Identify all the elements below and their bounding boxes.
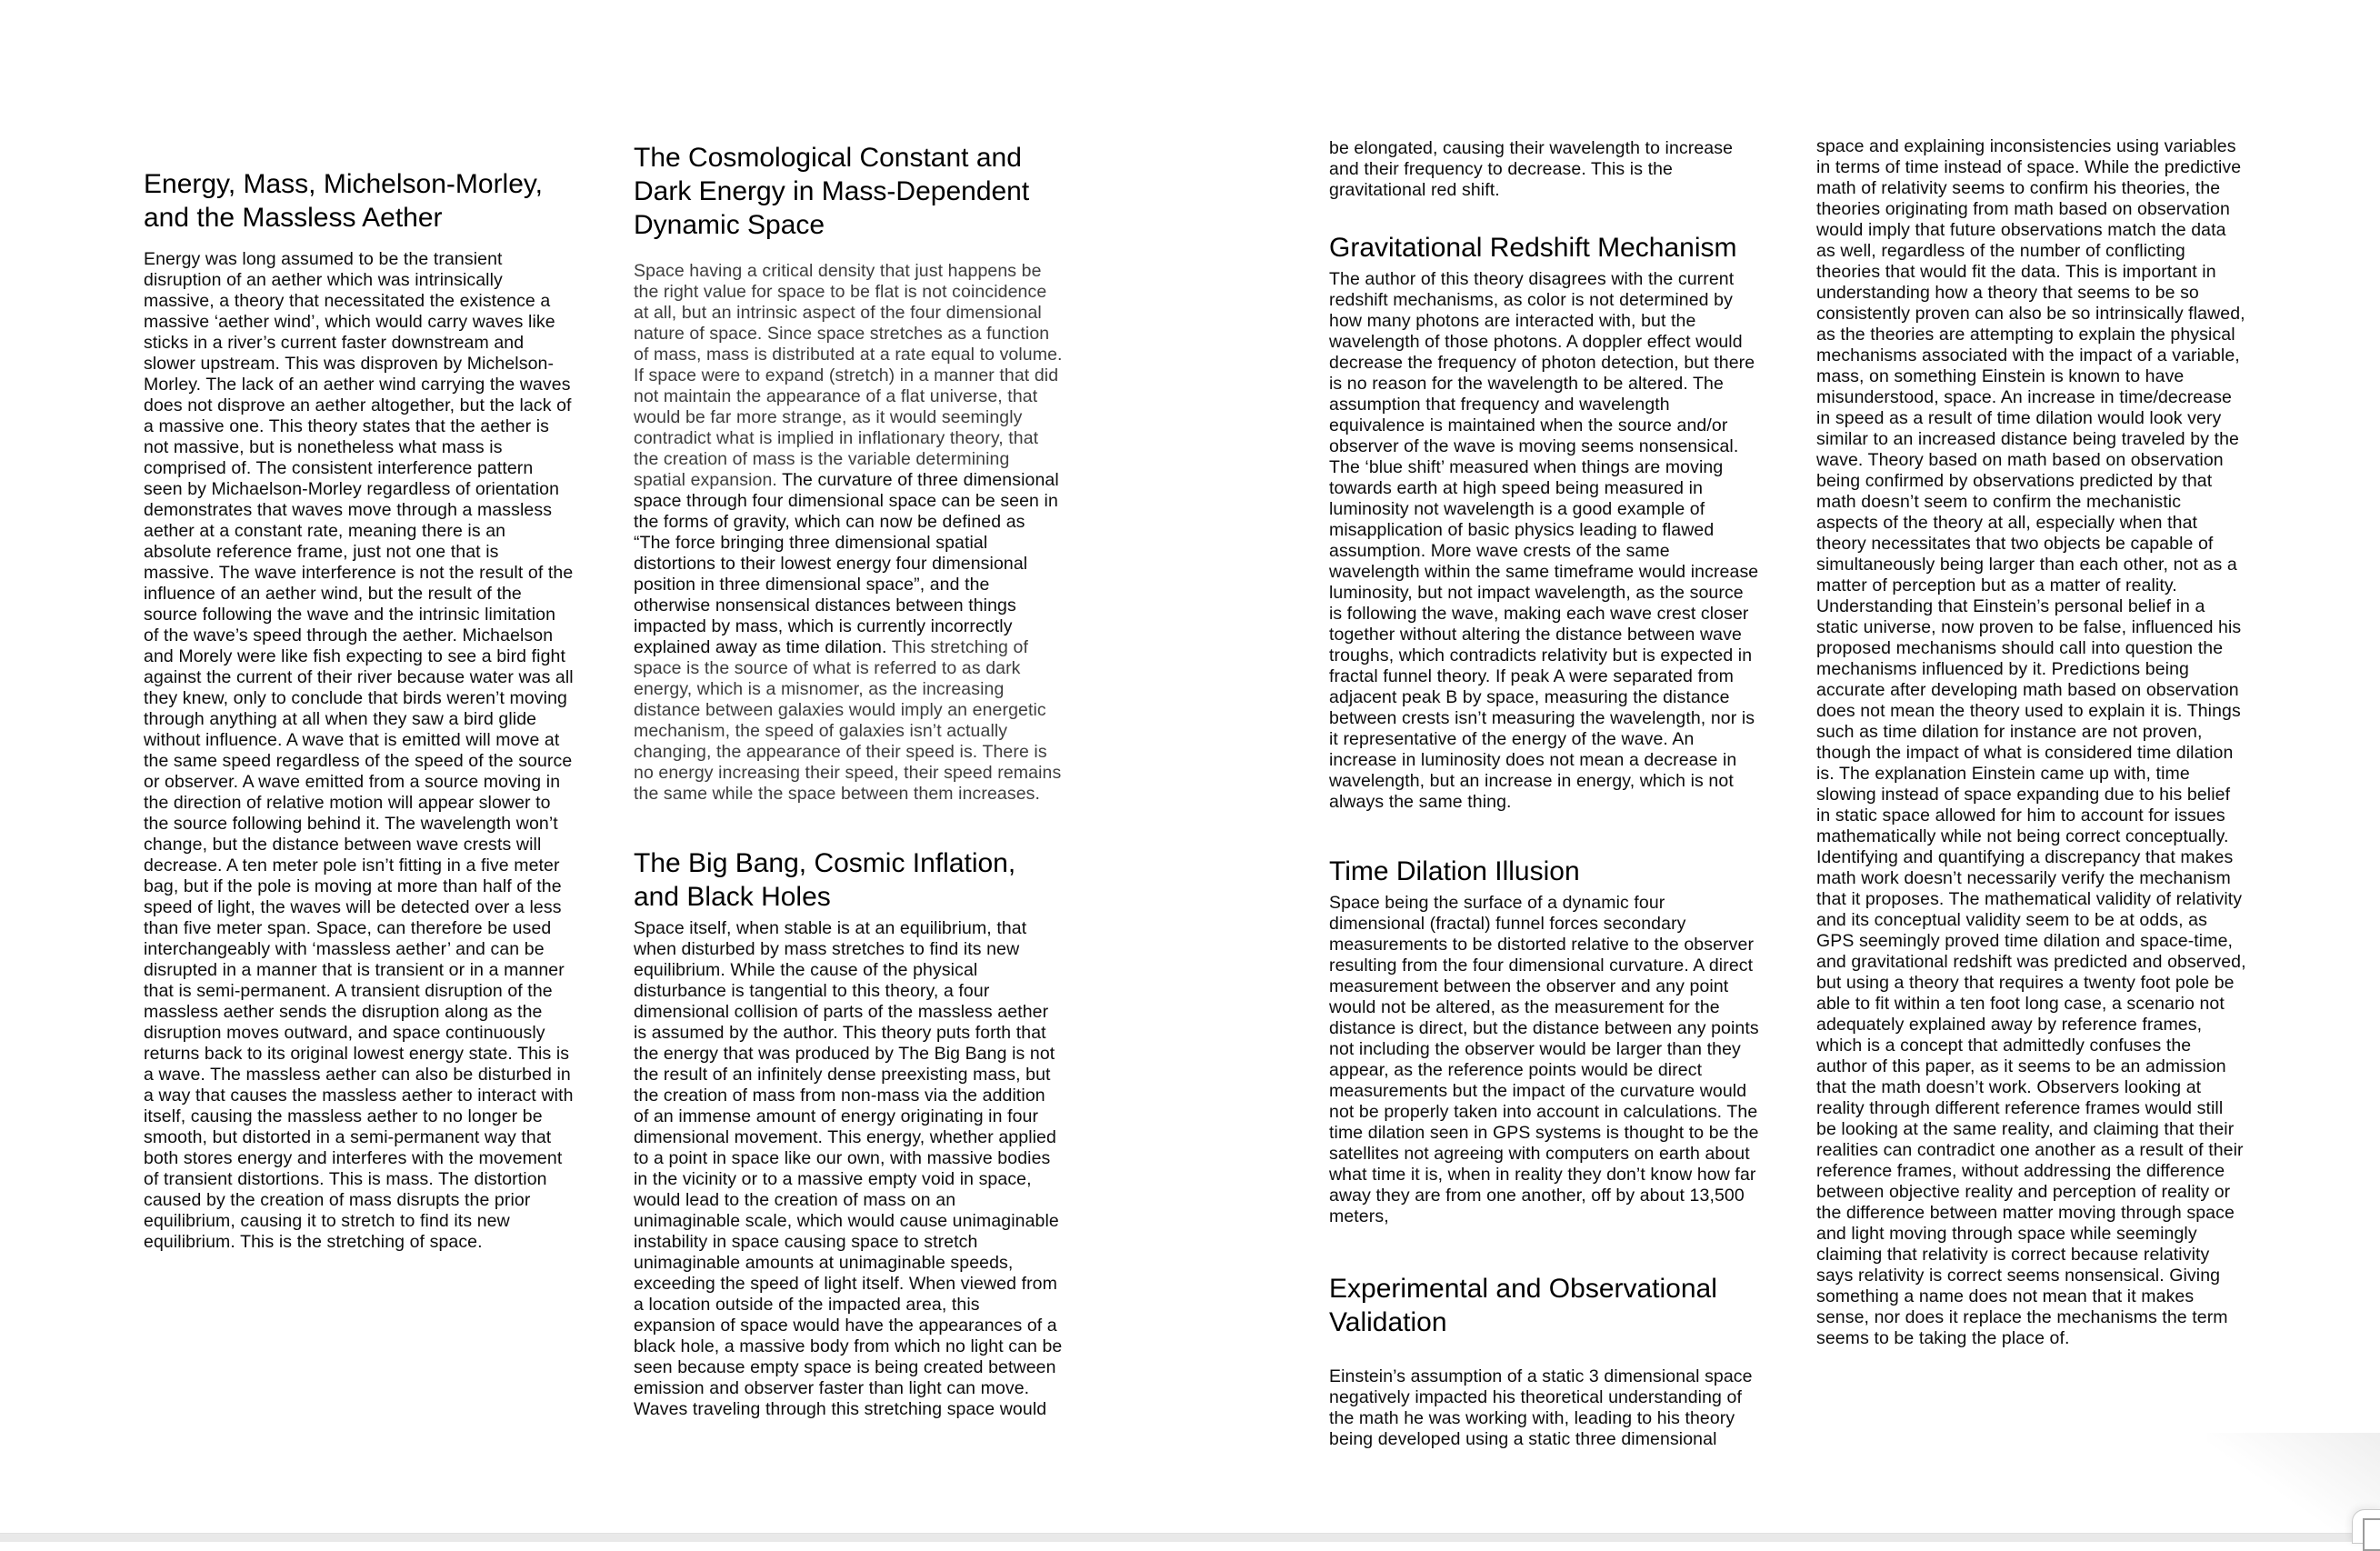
body-paragraph-relativity-critique: space and explaining inconsistencies using variables in terms of time instead of space. While the predictive math of relativity seems to confirm his theories, the theories originating from math based on observation would imply that future observations match the data as well, regardless of the number of conflicting theories that would fit the data. This is important in understanding how a theory that seems to be so consistently proven can also be so intrinsically flawed, as the theories are attempting to explain the physical mechanisms associated with the impact of a variable, mass, on something Einstein is known to have misunderstood, space. An increase in time/decrease in speed as a result of time dilation would look very similar to an increased distance being traveled by the wave. Theory based on math based on observation being confirmed by observations predicted by that math doesn’t seem to confirm the mechanistic aspects of the theory at all, especially when that theory necessitates that two objects be capable of simultaneously being larger than each other, not as a matter of perception but as a matter of reality. Understanding that Einstein’s personal belief in a static universe, now proven to be false, influenced his proposed mechanisms should call into question the mechanisms influenced by it. Predictions being accurate after developing math based on observation does not mean the theory used to explain it is. Things such as time dilation for instance are not proven, though the impact of what is considered time dilation is. The explanation Einstein came up with, time slowing instead of space expanding due to his belief in static space allowed for him to account for issues mathematically while not being correct conceptually. Identifying and quantifying a discrepancy that makes math work doesn’t necessarily verify the mechanism that it proposes. The mathematical validity of relativity and its conceptual validity seem to be at odds, as GPS seemingly proved time dilation and space-time, and gravitational redshift was predicted and observed, but using a theory that requires a twenty foot pole be able to fit within a ten foot long case, a scenario not adequately explained away by reference frames, which is a concept that admittedly confuses the author of this paper, as it seems to be an admission that the math doesn’t work. Observers looking at reality through different reference frames would still be looking at the same reality, and claiming that their realities can contradict one another as a result of their reference frames, without addressing the difference between objective reality and perception of reality or the difference between matter moving through space and light moving through space while seemingly claiming that relativity is correct because relativity says relativity is correct seems nonsensical. Giving something a name does not mean that it makes sense, nor does it replace the mechanisms the term seems to be taking the place of. — [1816, 136, 2246, 1348]
column-1 — [144, 167, 574, 1253]
body-paragraph-time-dilation: Space being the surface of a dynamic four dimensional (fractal) funnel forces secondary measurements to be distorted relative to the observer resulting from the four dimensional curvature. A direct measurement between the observer and any point would not be altered, as the measurement for the distance is direct, but the distance between any points not including the observer would be larger than they appear, as the reference points would be direct measurements but the impact of the curvature would not be properly taken into account in calculations. The time dilation seen in GPS systems is thought to be the satellites not agreeing with computers on earth about what time it is, when in reality they don’t know how far away they are from one another, off by about 13,500 meters, — [1329, 893, 1759, 1226]
corner-widget-page-icon — [2363, 1518, 2380, 1551]
section-heading-time-dilation: Time Dilation Illusion — [1329, 856, 1580, 886]
paragraph-segment-gray-1: Space having a critical density that just happens be the right value for space to be flat is not coincidence at all, but an intrinsic aspect of the four dimensional nature of space. Since space stretches as a function of mass, mass is distributed at a rate equal to volume. If space were to expand (stretch) in a manner that did not maintain the appearance of a flat universe, that would be far more strange, as it would seemingly contradict what is implied in inflationary theory, that the creation of mass is the variable determining spatial expansion. — [634, 261, 1063, 490]
body-paragraph-validation: Einstein’s assumption of a static 3 dimensional space negatively impacted his theoretical understanding of the math he was working with, leading to his theory being developed using a static three dimensional — [1329, 1366, 1753, 1449]
article-title-energy-mass: Energy, Mass, Michelson-Morley, and the Massless Aether — [144, 169, 544, 233]
body-paragraph-big-bang: Space itself, when stable is at an equilibrium, that when disturbed by mass stretches to find its new equilibrium. While the cause of the physical disturbance is tangential to this theory, a four dimensional collision of parts of the massless aether is assumed by the author. This theory puts forth that the energy that was produced by The Big Bang is not the result of an infinitely dense preexisting mass, but the creation of mass from non-mass via the addition of an immense amount of energy originating in four dimensional movement. This energy, whether applied to a point in space like our own, with massive bodies in the vicinity or to a massive empty void in space, would lead to the creation of mass on an unimaginable scale, which would cause unimaginable instability in space causing space to stretch unimaginable amounts at unimaginable speeds, exceeding the speed of light itself. When viewed from a location outside of the impacted area, this expansion of space would have the appearances of a black hole, a massive body from which no light can be seen because empty space is being created between emission and observer faster than light can move. Waves traveling through this stretching space would — [634, 918, 1063, 1419]
body-paragraph-redshift-mechanism: The author of this theory disagrees with the current redshift mechanisms, as color is not determined by how many photons are interacted with, but the wavelength of those photons. A doppler effect would decrease the frequency of photon detection, but there is no reason for the wavelength to be altered. The assumption that frequency and wavelength equivalence is maintained when the source and/or observer of the wave is moving seems nonsensical. The ‘blue shift’ measured when things are moving towards earth at high speed being measured in luminosity not wavelength is a good example of misapplication of basic physics leading to flawed assumption. More wave crests of the same wavelength within the same timeframe would increase luminosity, but not impact wavelength, as the source is following the wave, making each wave crest closer together without altering the distance between wave troughs, which contradicts relativity but is expected in fractal funnel theory. If peak A were separated from adjacent peak B by space, measuring the distance between crests isn’t measuring the wavelength, nor is it representative of the energy of the wave. An increase in luminosity does not mean a decrease in wavelength, but an increase in energy, which is not always the same thing. — [1329, 269, 1759, 812]
paragraph-segment-dark: The curvature of three dimensional space through four dimensional space can be seen in the forms of gravity, which can now be defined as “The force bringing three dimensional spatial distortions to their lowest energy four dimensional position in three dimensional space”, and the otherwise nonsensical distances between things impacted by mass, which is currently incorrectly explained away as time dilation. — [634, 470, 1059, 657]
column-4 — [1816, 136, 2246, 1349]
body-paragraph-aether: Energy was long assumed to be the transient disruption of an aether which was intrinsically massive, a theory that necessitated the existence a massive ‘aether wind’, which would carry waves like sticks in a river’s current faster downstream and slower upstream. This was disproven by Michelson-Morley. The lack of an aether wind carrying the waves does not disprove an aether altogether, but the lack of a massive one. This theory states that the aether is not massive, but is nonetheless what mass is comprised of. The consistent interference pattern seen by Michaelson-Morley regardless of orientation demonstrates that waves move through a massless aether at a constant rate, meaning there is an absolute reference frame, just not one that is massive. The wave interference is not the result of the influence of an aether wind, but the result of the source following the wave and the intrinsic limitation of the wave’s speed through the aether. Michaelson and Morely were like fish expecting to see a bird fight against the current of their river because water was all they knew, only to conclude that birds weren’t moving through anything at all when they saw a bird glide without influence. A wave that is emitted will move at the same speed regardless of the speed of the source or observer. A wave emitted from a source moving in the direction of relative motion will appear slower to the source following behind it. The wavelength won’t change, but the distance between wave crests will decrease. A ten meter pole isn’t fitting in a five meter bag, but if the pole is moving at more than half of the speed of light, the waves will be detected over a less than five meter span. Space, can therefore be used interchangeably with ‘massless aether’ and can be disrupted in a manner that is transient or in a manner that is semi-permanent. A transient disruption of the massless aether sends the disruption along as the disruption moves outward, and space continuously returns back to its original lowest energy state. This is a wave. The massless aether can also be disturbed in a way that causes the massless aether to interact with itself, causing the massless aether to no longer be smooth, but distorted in a semi-permanent way that both stores energy and interferes with the movement of transient distortions. This is mass. The distortion caused by the creation of mass disrupts the prior equilibrium, causing it to stretch to find its new equilibrium. This is the stretching of space. — [144, 249, 574, 1252]
section-heading-gravitational-redshift: Gravitational Redshift Mechanism — [1329, 233, 1737, 263]
article-title-cosmological-constant: The Cosmological Constant and Dark Energy in Mass-Dependent Dynamic Space — [634, 143, 1030, 240]
column-3 — [1329, 138, 1759, 1450]
body-paragraph-redshift-continuation: be elongated, causing their wavelength to increase and their frequency to decrease. This is the gravitational red shift. — [1329, 138, 1734, 200]
corner-resize-widget[interactable] — [2352, 1509, 2380, 1544]
column-2 — [634, 141, 1064, 1420]
section-heading-experimental-validation: Experimental and Observational Validation — [1329, 1274, 1717, 1337]
horizontal-scrollbar-track[interactable] — [0, 1533, 2380, 1542]
paragraph-segment-gray-2: This stretching of space is the source of what is referred to as dark energy, which is a misnomer, as the increasing distance between galaxies would imply an energetic mechanism, the speed of galaxies isn’t actually changing, the appearance of their speed is. There is no energy increasing their speed, their speed remains the same while the space between them increases. — [634, 637, 1062, 804]
body-paragraph-dark-energy — [634, 261, 1064, 805]
section-heading-big-bang: The Big Bang, Cosmic Inflation, and Black Holes — [634, 848, 1016, 912]
